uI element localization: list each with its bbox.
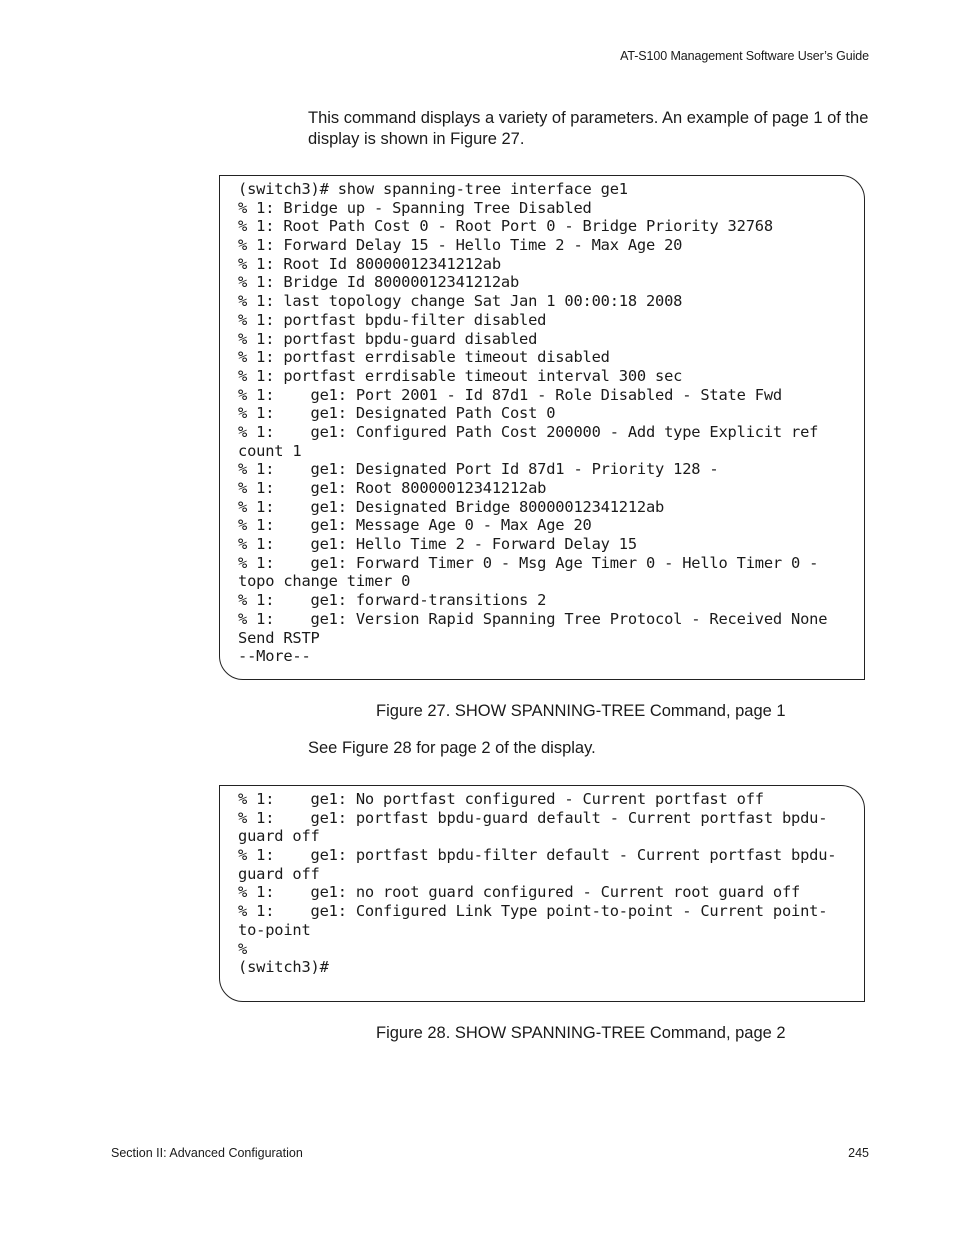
footer-section-title: Section II: Advanced Configuration (111, 1146, 303, 1160)
code-line: % 1: Root Id 80000012341212ab (238, 254, 501, 273)
code-line: % 1: ge1: Configured Path Cost 200000 - Add type Explicit ref (238, 422, 819, 441)
code-line: topo change timer 0 (238, 572, 411, 591)
code-line: % 1: ge1: Port 2001 - Id 87d1 - Role Disabled - State Fwd (238, 385, 782, 404)
code-line: % 1: ge1: Designated Port Id 87d1 - Priority 128 - (238, 460, 719, 479)
code-line: % 1: last topology change Sat Jan 1 00:00:18 2008 (238, 292, 683, 311)
code-line: % 1: Bridge Id 80000012341212ab (238, 273, 520, 292)
code-line: % 1: portfast errdisable timeout disabled (238, 348, 610, 367)
figure28-code-block (219, 785, 865, 1002)
code-line: to-point (238, 920, 311, 939)
code-line: % (238, 939, 248, 958)
figure28-reference-paragraph: See Figure 28 for page 2 of the display. (308, 739, 596, 757)
code-line: % 1: ge1: Designated Path Cost 0 (238, 404, 556, 423)
code-line: % 1: ge1: No portfast configured - Current portfast off (238, 790, 764, 808)
code-line: % 1: Forward Delay 15 - Hello Time 2 - Max Age 20 (238, 236, 683, 255)
running-header: AT-S100 Management Software User’s Guide (620, 49, 869, 63)
code-line: % 1: ge1: Version Rapid Spanning Tree Protocol - Received None (238, 609, 828, 628)
code-line: % 1: ge1: Root 80000012341212ab (238, 479, 547, 497)
code-line: % 1: Bridge up - Spanning Tree Disabled (238, 198, 592, 217)
code-line: % 1: ge1: forward-transitions 2 (238, 591, 547, 610)
figure27-code-block (219, 175, 865, 680)
code-line: % 1: ge1: portfast bpdu-guard default - Current portfast bpdu- (238, 808, 828, 827)
code-line: count 1 (238, 441, 302, 460)
code-line: % 1: portfast bpdu-filter disabled (238, 310, 547, 329)
code-line: guard off (238, 864, 320, 883)
code-line: % 1: portfast errdisable timeout interval 300 sec (238, 366, 683, 385)
figure28-caption: Figure 28. SHOW SPANNING-TREE Command, page 2 (376, 1024, 786, 1042)
intro-paragraph: This command displays a variety of parameters. An example of page 1 of the display is shown in Figure 27. (308, 109, 869, 148)
code-line: % 1: ge1: Configured Link Type point-to-point - Current point- (238, 902, 828, 921)
code-line: (switch3)# (238, 958, 329, 977)
code-line: Send RSTP (238, 628, 320, 647)
code-line: % 1: ge1: Message Age 0 - Max Age 20 (238, 516, 592, 535)
code-line: % 1: portfast bpdu-guard disabled (238, 329, 538, 348)
code-line: % 1: ge1: Designated Bridge 80000012341212ab (238, 497, 665, 516)
code-line: guard off (238, 827, 320, 846)
code-line: (switch3)# show spanning-tree interface ge1 (238, 180, 628, 198)
code-line: % 1: Root Path Cost 0 - Root Port 0 - Bridge Priority 32768 (238, 217, 773, 236)
code-line: --More-- (238, 647, 311, 666)
code-line: % 1: ge1: no root guard configured - Current root guard off (238, 883, 801, 902)
footer-page-number: 245 (848, 1146, 869, 1160)
code-line: % 1: ge1: Hello Time 2 - Forward Delay 15 (238, 535, 637, 554)
code-line: % 1: ge1: portfast bpdu-filter default - Current portfast bpdu- (238, 846, 837, 865)
figure27-caption: Figure 27. SHOW SPANNING-TREE Command, page 1 (376, 702, 786, 720)
code-line: % 1: ge1: Forward Timer 0 - Msg Age Timer 0 - Hello Timer 0 - (238, 553, 819, 572)
